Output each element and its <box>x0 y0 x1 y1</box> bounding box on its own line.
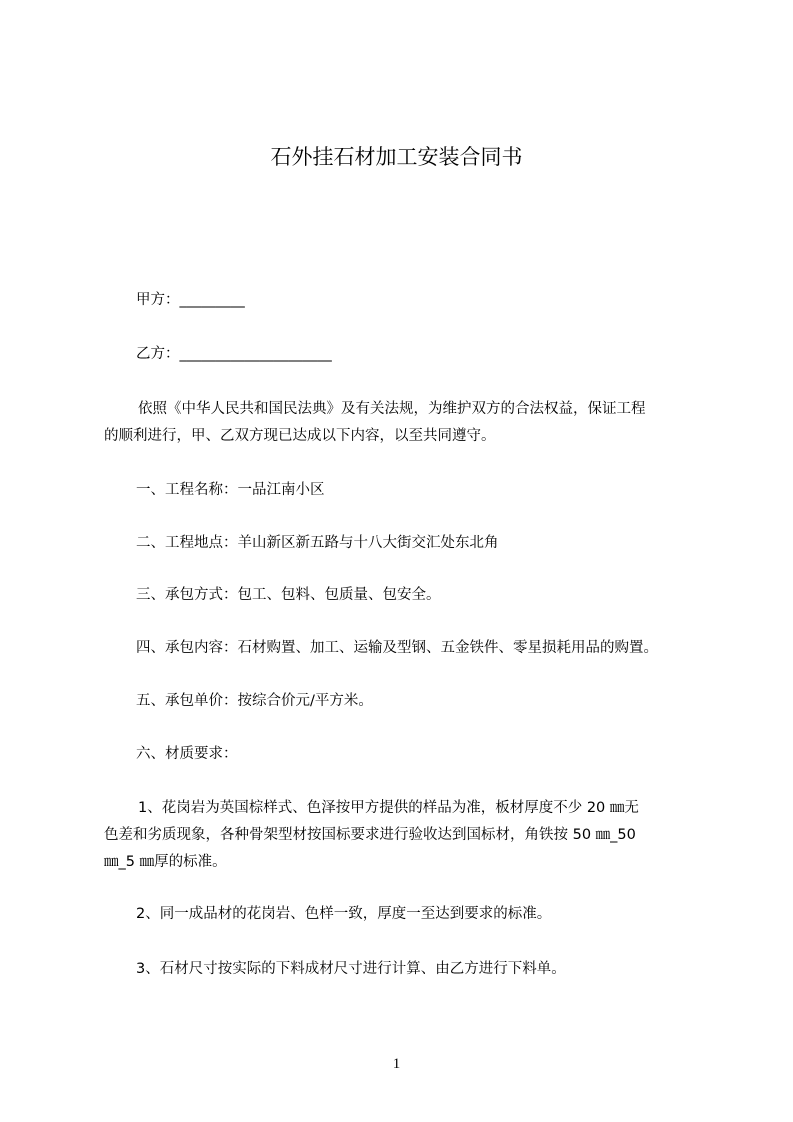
clause-project-location: 二、工程地点：羊山新区新五路与十八大街交汇处东北角 <box>136 535 499 551</box>
clause-contract-method: 三、承包方式：包工、包料、包质量、包安全。 <box>136 587 441 603</box>
party-a-line: 甲方：_________ <box>136 292 245 308</box>
preamble-line-1: 依照《中华人民共和国民法典》及有关法规，为维护双方的合法权益，保证工程 <box>138 401 646 417</box>
clause-contract-content: 四、承包内容：石材购置、加工、运输及型钢、五金铁件、零星损耗用品的购置。 <box>136 640 658 656</box>
party-b-line: 乙方：_____________________ <box>136 346 332 362</box>
material-1-line-2: 色差和劣质现象，各种骨架型材按国标要求进行验收达到国标材，角铁按 50 ㎜_50 <box>104 827 636 843</box>
material-1-line-3: ㎜_5 ㎜厚的标准。 <box>104 854 227 870</box>
clause-material-requirements: 六、材质要求： <box>136 746 238 762</box>
page-number: 1 <box>392 1056 401 1072</box>
material-2: 2、同一成品材的花岗岩、色样一致，厚度一至达到要求的标准。 <box>136 906 552 922</box>
clause-unit-price: 五、承包单价：按综合价元/平方米。 <box>136 693 373 709</box>
document-title: 石外挂石材加工安装合同书 <box>270 145 523 169</box>
preamble-line-2: 的顺利进行，甲、乙双方现已达成以下内容，以至共同遵守。 <box>104 428 496 444</box>
material-1-line-1: 1、花岗岩为英国棕样式、色泽按甲方提供的样品为准，板材厚度不少 20 ㎜无 <box>138 800 639 816</box>
clause-project-name: 一、工程名称：一品江南小区 <box>136 482 325 498</box>
material-3: 3、石材尺寸按实际的下料成材尺寸进行计算、由乙方进行下料单。 <box>136 961 566 977</box>
